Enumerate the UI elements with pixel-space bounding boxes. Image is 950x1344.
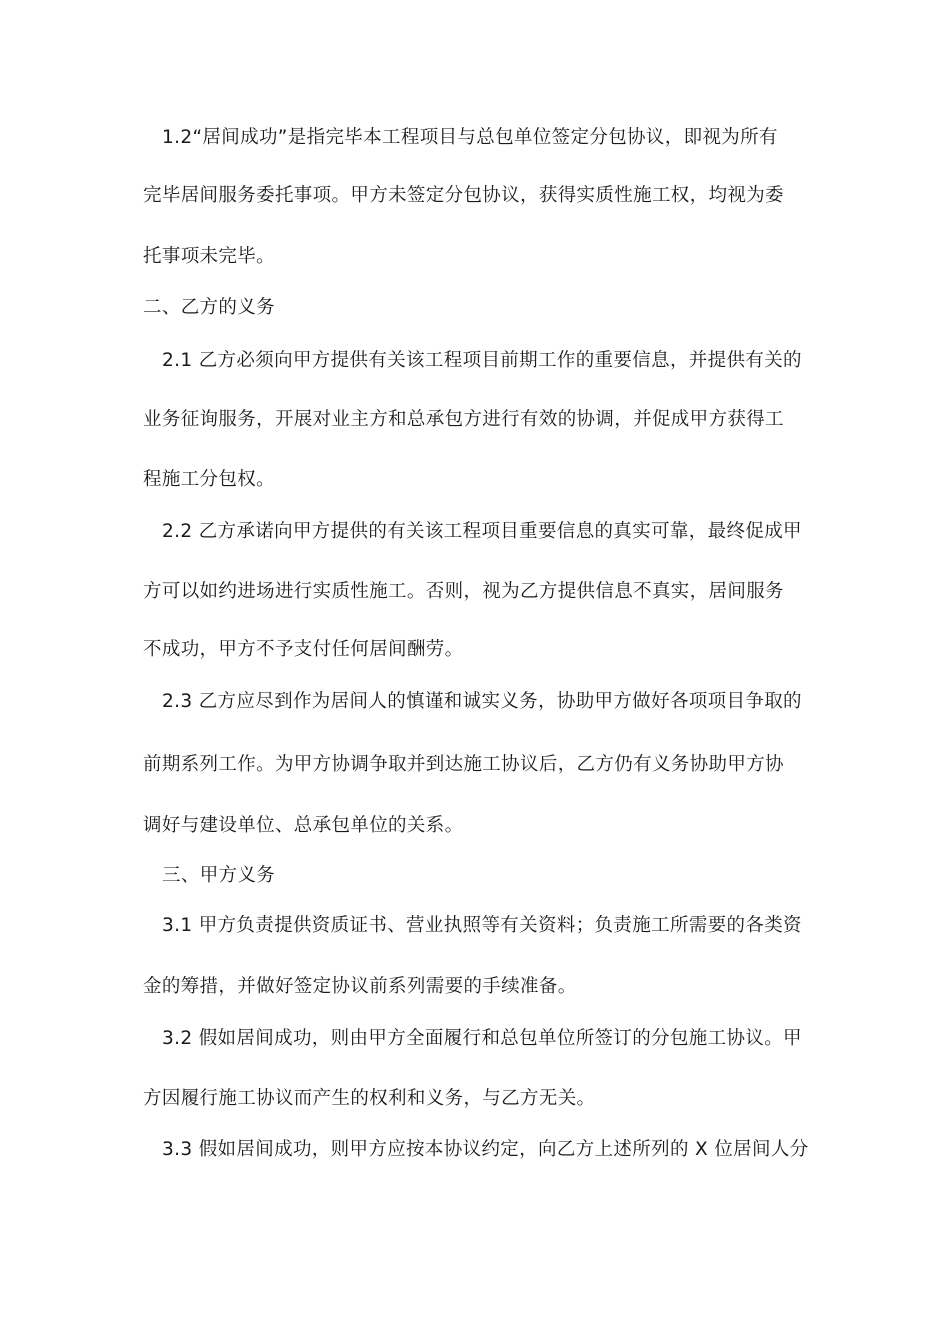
paragraph-3-2-line-1: 3.2 假如居间成功，则由甲方全面履行和总包单位所签订的分包施工协议。甲: [162, 1028, 802, 1049]
paragraph-2-3-line-2: 前期系列工作。为甲方协调争取并到达施工协议后，乙方仍有义务协助甲方协: [143, 754, 784, 775]
paragraph-3-1-line-1: 3.1 甲方负责提供资质证书、营业执照等有关资料；负责施工所需要的各类资: [162, 915, 802, 936]
paragraph-2-2-line-2: 方可以如约进场进行实质性施工。否则，视为乙方提供信息不真实，居间服务: [143, 581, 784, 602]
paragraph-2-1-line-1: 2.1 乙方必须向甲方提供有关该工程项目前期工作的重要信息，并提供有关的: [162, 350, 802, 371]
paragraph-3-1-line-2: 金的筹措，并做好签定协议前系列需要的手续准备。: [143, 976, 577, 997]
section-heading-2: 二、乙方的义务: [143, 297, 275, 318]
paragraph-2-2-line-3: 不成功，甲方不予支付任何居间酬劳。: [143, 639, 464, 660]
paragraph-2-1-line-2: 业务征询服务，开展对业主方和总承包方进行有效的协调，并促成甲方获得工: [143, 409, 784, 430]
paragraph-1-2-line-3: 托事项未完毕。: [143, 246, 275, 267]
section-heading-3: 三、甲方义务: [162, 865, 276, 886]
paragraph-3-2-line-2: 方因履行施工协议而产生的权利和义务，与乙方无关。: [143, 1088, 596, 1109]
paragraph-2-3-line-3: 调好与建设单位、总承包单位的关系。: [143, 815, 464, 836]
paragraph-3-3-line-1: 3.3 假如居间成功，则甲方应按本协议约定，向乙方上述所列的 X 位居间人分: [162, 1139, 809, 1160]
paragraph-1-2-line-2: 完毕居间服务委托事项。甲方未签定分包协议，获得实质性施工权，均视为委: [143, 185, 784, 206]
paragraph-2-2-line-1: 2.2 乙方承诺向甲方提供的有关该工程项目重要信息的真实可靠，最终促成甲: [162, 521, 802, 542]
paragraph-2-1-line-3: 程施工分包权。: [143, 469, 275, 490]
paragraph-2-3-line-1: 2.3 乙方应尽到作为居间人的慎谨和诚实义务，协助甲方做好各项项目争取的: [162, 691, 802, 712]
paragraph-1-2-line-1: 1.2“居间成功”是指完毕本工程项目与总包单位签定分包协议，即视为所有: [162, 127, 778, 148]
